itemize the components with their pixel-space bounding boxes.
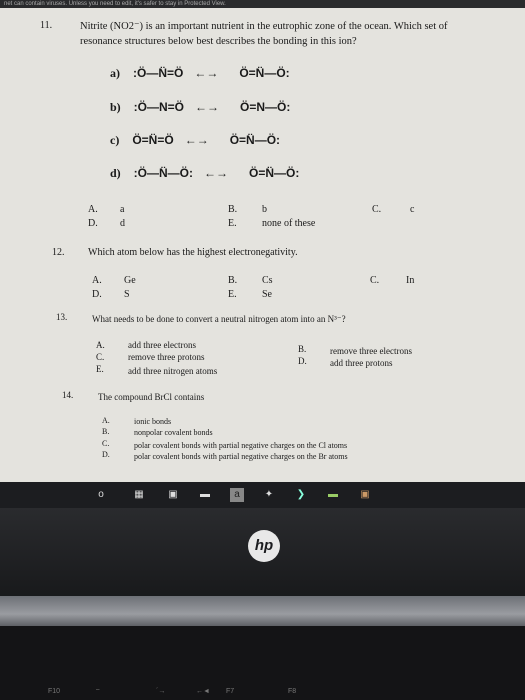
answer-letter: A.: [102, 416, 110, 425]
key-label: ´→: [156, 688, 166, 695]
question-11-line2: resonance structures below best describes the bonding in this ion?: [80, 36, 357, 47]
key-label: ←◄: [196, 688, 210, 695]
answer-text: d: [120, 218, 125, 229]
answer-letter: B.: [102, 427, 110, 436]
lewis-structure-left: :Ö—N̈—Ö:: [133, 166, 193, 180]
app-icon-2[interactable]: ▬: [200, 489, 210, 500]
lewis-structure-right: Ö=N—Ö:: [240, 100, 291, 114]
option-label: b): [110, 100, 121, 114]
answer-letter: E.: [96, 364, 104, 374]
lewis-structure-right: Ö=N̈—Ö:: [249, 166, 300, 180]
answer-text: polar covalent bonds with partial negative charges on the Cl atoms: [134, 441, 348, 450]
app-icon-6[interactable]: ▬: [328, 489, 338, 500]
lewis-structure-right: Ö=N̈—Ö:: [239, 66, 290, 80]
question-12-number: 12.: [52, 247, 65, 258]
key-label: F7: [226, 688, 235, 695]
answer-letter: D.: [88, 218, 98, 229]
answer-letter: B.: [298, 344, 307, 354]
answer-text: none of these: [262, 218, 316, 229]
question-13-number: 13.: [56, 312, 68, 322]
answer-text: b: [262, 204, 267, 215]
answer-text: polar covalent bonds with partial negative charges on the Br atoms: [134, 452, 348, 461]
answer-letter: E.: [228, 289, 237, 300]
answer-letter: E.: [228, 218, 237, 229]
key-label: F8: [288, 688, 297, 695]
answer-text: nonpolar covalent bonds: [134, 428, 213, 437]
question-11-number: 11.: [40, 20, 53, 31]
task-view-icon[interactable]: ▦: [134, 489, 144, 500]
answer-letter: C.: [96, 352, 105, 362]
answer-text: add three protons: [330, 358, 393, 368]
lewis-structure-right: Ö=N̈—Ö:: [229, 133, 281, 147]
answer-text: a: [120, 204, 125, 215]
lewis-structure-left: Ö=N̈=Ö: [132, 133, 174, 147]
answer-text: S: [124, 289, 130, 300]
document-page: [0, 8, 525, 482]
app-icon-1[interactable]: ▣: [168, 489, 178, 500]
answer-text: add three nitrogen atoms: [128, 366, 218, 376]
app-icon-7[interactable]: ▣: [360, 489, 370, 500]
question-14-number: 14.: [62, 390, 74, 400]
key-label: ⎯: [96, 686, 100, 693]
option-label: a): [110, 66, 120, 80]
app-icon-5[interactable]: ❯: [296, 489, 306, 500]
option-a-structures: [110, 66, 290, 86]
answer-letter: A.: [92, 275, 102, 286]
answer-text: add three electrons: [128, 340, 196, 350]
option-label: d): [110, 166, 121, 180]
taskbar: [0, 482, 525, 508]
resonance-arrow-icon: ←→: [204, 166, 228, 180]
question-13-text: What needs to be done to convert a neutral nitrogen atom into an N³⁻?: [92, 314, 346, 324]
answer-letter: A.: [88, 204, 98, 215]
answer-text: In: [406, 275, 415, 286]
answer-text: ionic bonds: [134, 417, 172, 426]
answer-text: Ge: [124, 275, 136, 286]
answer-text: c: [410, 204, 415, 215]
option-d-structures: [110, 166, 299, 186]
question-12-text: Which atom below has the highest electronegativity.: [88, 247, 298, 258]
question-14-text: The compound BrCl contains: [98, 392, 205, 402]
answer-letter: D.: [298, 356, 307, 366]
answer-letter: C.: [372, 204, 382, 215]
resonance-arrow-icon: ←→: [184, 133, 209, 147]
app-icon-3[interactable]: a: [230, 488, 244, 502]
answer-letter: D.: [92, 289, 102, 300]
hp-logo: hp: [248, 530, 280, 562]
resonance-arrow-icon: ←→: [195, 100, 220, 114]
lewis-structure-left: :Ö—N̈=Ö: [133, 66, 184, 80]
laptop-hinge: [0, 596, 525, 626]
answer-text: Se: [262, 289, 272, 300]
answer-text: remove three protons: [128, 352, 205, 362]
answer-text: remove three electrons: [330, 346, 412, 356]
answer-letter: B.: [228, 204, 238, 215]
answer-letter: C.: [102, 439, 110, 448]
answer-text: Cs: [262, 275, 273, 286]
key-label: F10: [48, 688, 61, 695]
option-label: c): [110, 133, 120, 147]
question-11-line1: Nitrite (NO2⁻) is an important nutrient in the eutrophic zone of the ocean. Which set of: [80, 21, 448, 32]
keyboard-area: [0, 626, 525, 700]
lewis-structure-left: :Ö—N=Ö: [133, 100, 185, 114]
dropbox-icon[interactable]: ✦: [264, 489, 274, 500]
answer-letter: D.: [102, 450, 110, 459]
answer-letter: C.: [370, 275, 380, 286]
option-c-structures: [110, 133, 280, 153]
answer-letter: B.: [228, 275, 238, 286]
option-b-structures: [110, 100, 290, 120]
answer-letter: A.: [96, 340, 105, 350]
resonance-arrow-icon: ←→: [194, 66, 219, 80]
start-icon[interactable]: o: [98, 489, 104, 500]
protected-view-banner: net can contain viruses. Unless you need to edit, it's safer to stay in Protected View.: [0, 0, 525, 8]
